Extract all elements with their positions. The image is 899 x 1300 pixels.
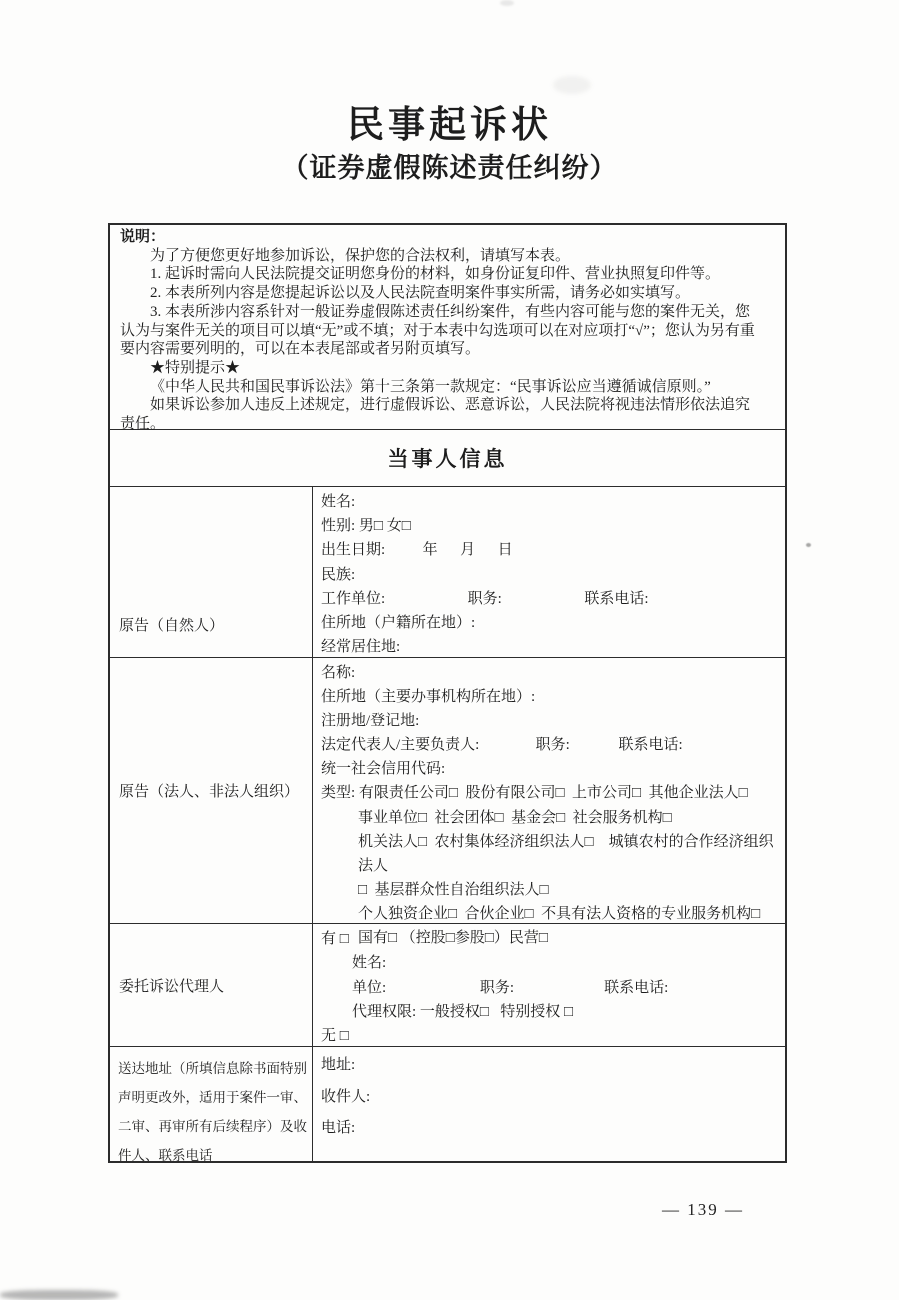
document-title: 民事起诉状 [347, 105, 552, 146]
document-subtitle: （证券虚假陈述责任纠纷） [281, 153, 618, 183]
row-label-text: 委托诉讼代理人 [119, 978, 225, 995]
field-line-org-type-5: 个人独资企业□ 合伙企业□ 不具有法人资格的专业服务机构□ [358, 905, 761, 922]
instructions-paragraph: 1. 起诉时需向人民法院提交证明您身份的材料，如身份证复印件、营业执照复印件等。 [150, 266, 721, 283]
row-content [313, 487, 785, 657]
field-line-agent-yes: 有 □ [321, 931, 349, 947]
row-litigation-agent [110, 924, 785, 1047]
field-line-agent-no: 无 □ [321, 1028, 349, 1045]
row-content [313, 924, 785, 1046]
field-line-name: 姓名: [321, 494, 356, 510]
field-line-registration-place: 注册地/登记地: [321, 713, 420, 730]
instructions-paragraph: 2. 本表所列内容是您提起诉讼以及人民法院查明案件事实所需，请务必如实填写。 [150, 285, 691, 302]
field-line-legal-representative: 法定代表人/主要负责人: 职务: 联系电话: [321, 737, 683, 754]
field-line-gender: 性别: 男□ 女□ [321, 518, 411, 535]
row-content [313, 1047, 785, 1161]
row-plaintiff-legal-person [110, 658, 785, 947]
row-label [110, 658, 313, 923]
field-line-habitual-residence: 经常居住地: [321, 639, 401, 656]
row-label-text: 送达地址（所填信息除书面特别声明更改外，适用于案件一审、二审、再审所有后续程序）及收件人、联系电话 [118, 1061, 307, 1163]
row-label-text: 原告（自然人） [119, 618, 225, 634]
scan-artifact [553, 76, 591, 94]
special-tip: ★特别提示★ [150, 359, 241, 376]
scan-artifact [500, 0, 514, 6]
instructions-paragraph: 《中华人民共和国民事诉讼法》第十三条第一款规定：“民事诉讼应当遵循诚信原则。” [150, 378, 711, 395]
field-line-agent-authority: 代理权限: 一般授权□ 特别授权 □ [352, 1003, 574, 1020]
field-line-org-type-1: 类型: 有限责任公司□ 股份有限公司□ 上市公司□ 其他企业法人□ [321, 785, 748, 802]
scan-artifact [0, 1290, 118, 1300]
row-label-text: 原告（法人、非法人组织） [119, 784, 300, 800]
row-service-address [110, 1047, 785, 1161]
field-line-agent-employer: 单位: 职务: 联系电话: [352, 979, 669, 996]
field-line-ethnicity: 民族: [321, 566, 356, 583]
field-line-org-domicile: 住所地（主要办事机构所在地）: [321, 689, 536, 706]
field-line-org-name: 名称: [321, 665, 356, 681]
row-plaintiff-natural-person [110, 487, 785, 658]
field-line-address: 地址: [321, 1057, 356, 1073]
field-line-org-type-4: □ 基层群众性自治组织法人□ [358, 881, 549, 898]
field-line-recipient: 收件人: [321, 1088, 371, 1105]
instructions-paragraph: 3. 本表所涉内容系针对一般证券虚假陈述责任纠纷案件，有些内容可能与您的案件无关，您认为与案件无关的项目可以填“无”或不填；对于本表中勾选项可以在对应项打“√”；您认为另有重要内容需要列明的，可以在本表尾部或者另附页填写。 [120, 303, 755, 358]
page-number: — 139 — [662, 1200, 744, 1219]
row-label [110, 487, 313, 657]
field-line-phone: 电话: [321, 1120, 356, 1136]
field-line-org-type-6: 国有□ （控股□参股□）民营□ [358, 930, 548, 947]
row-content [313, 658, 785, 947]
field-line-org-type-2: 事业单位□ 社会团体□ 基金会□ 社会服务机构□ [358, 809, 672, 826]
field-line-birthdate: 出生日期: 年 月 日 [321, 542, 513, 559]
section-header-party-info: 当事人信息 [110, 430, 785, 487]
row-label [110, 1047, 313, 1161]
instructions-heading: 说明： [120, 229, 166, 245]
field-line-org-type-3: 机关法人□ 农村集体经济组织法人□ 城镇农村的合作经济组织法人 [358, 833, 774, 874]
instructions-paragraph: 如果诉讼参加人违反上述规定，进行虚假诉讼、恶意诉讼，人民法院将视违法情形依法追究责任。 [120, 397, 751, 433]
instructions-paragraph: 为了方便您更好地参加诉讼，保护您的合法权利，请填写本表。 [150, 247, 571, 264]
row-label [110, 924, 313, 1046]
party-info-form-table [108, 223, 787, 1163]
field-line-employer-title-phone: 工作单位: 职务: 联系电话: [321, 590, 649, 607]
scan-artifact [806, 543, 811, 547]
field-line-agent-name: 姓名: [352, 955, 387, 972]
field-line-credit-code: 统一社会信用代码: [321, 761, 446, 778]
field-line-domicile: 住所地（户籍所在地）: [321, 615, 476, 632]
instructions-box [110, 225, 785, 433]
